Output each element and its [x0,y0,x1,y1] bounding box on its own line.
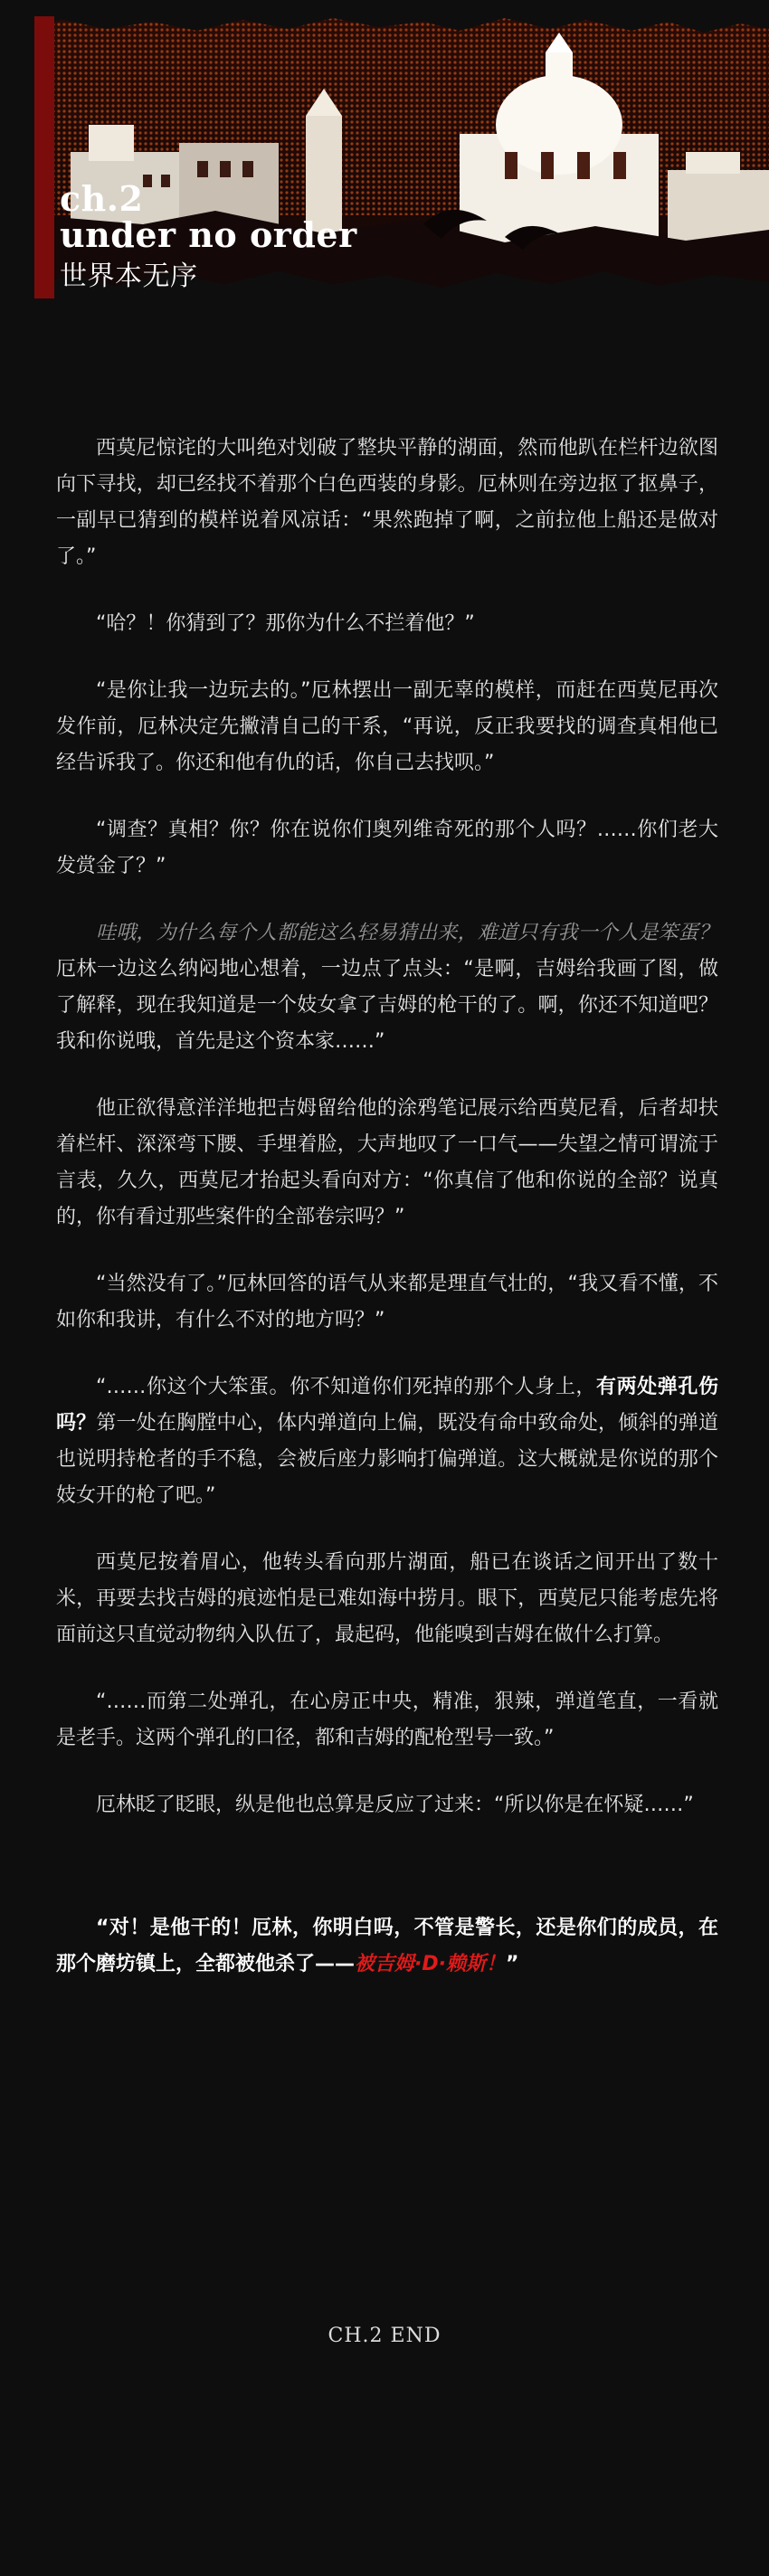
story-body [56,431,718,2013]
chapter-title-en: under no order [60,214,357,255]
paragraph-6: 他正欲得意洋洋地把吉姆留给他的涂鸦笔记展示给西莫尼看，后者却扶着栏杆、深深弯下腰、手埋着脸，大声地叹了一口气——失望之情可谓流于言表，久久，西莫尼才抬起头看向对方：“你真信了他和你说的全部？说真的，你有看过那些案件的全部卷宗吗？” [56,1097,718,1228]
paragraph-1: 西莫尼惊诧的大叫绝对划破了整块平静的湖面，然而他趴在栏杆边欲图向下寻找，却已经找不着那个白色西装的身影。厄林则在旁边抠了抠鼻子，一副早已猜到的模样说着风凉话：“果然跑掉了啊，之前拉他上船还是做对了。” [56,437,718,568]
final-close-quote: ” [506,1953,519,1975]
paragraph-10: “……而第二处弹孔，在心房正中央，精准，狠辣，弹道笔直，一看就是老手。这两个弹孔的口径，都和吉姆的配枪型号一致。” [56,1690,718,1749]
paragraph-8-after: 第一处在胸膛中心，体内弹道向上偏，既没有命中致命处，倾斜的弹道也说明持枪者的手不稳，会被后座力影响打偏弹道。这大概就是你说的那个妓女开的枪了吧。” [56,1412,718,1507]
paragraph-8-emphasis: 有两处弹孔伤吗？ [56,1376,718,1435]
chapter-label: ch.2 [60,178,144,219]
chapter-end-label: CH.2 END [328,2325,441,2347]
paragraph-3: “是你让我一边玩去的。”厄林摆出一副无辜的模样，而赶在西莫尼再次发作前，厄林决定先撇清自己的干系，“再说，反正我要找的调查真相他已经告诉我了。你还和他有仇的话，你自己去找呗。” [56,679,718,774]
inner-thought: 哇哦，为什么每个人都能这么轻易猜出来，难道只有我一个人是笨蛋？ [96,922,718,944]
paragraph-8-before: “……你这个大笨蛋。你不知道你们死掉的那个人身上， [96,1376,597,1398]
paragraph-8 [56,1369,718,1514]
paragraph-5 [56,915,718,1060]
final-text: “对！是他干的！厄林，你明白吗，不管是警长，还是你们的成员，在那个磨坊镇上，全都被他杀了—— [56,1917,718,1975]
paragraph-9: 西莫尼按着眉心，他转头看向那片湖面，船已在谈话之间开出了数十米，再要去找吉姆的痕迹怕是已难如海中捞月。眼下，西莫尼只能考虑先将面前这只直觉动物纳入队伍了，最起码，他能嗅到吉姆在做什么打算。 [56,1551,718,1646]
paragraph-5-rest: 厄林一边这么纳闷地心想着，一边点了点头：“是啊，吉姆给我画了图，做了解释，现在我知道是一个妓女拿了吉姆的枪干的了。啊，你还不知道吧？我和你说哦，首先是这个资本家……” [56,958,718,1053]
culprit-name: 被吉姆·D·赖斯！ [355,1953,506,1975]
chapter-title-zh: 世界本无序 [60,260,198,292]
final-paragraph [56,1910,718,1983]
paragraph-11: 厄林眨了眨眼，纵是他也总算是反应了过来：“所以你是在怀疑……” [96,1794,694,1816]
paragraph-7: “当然没有了。”厄林回答的语气从来都是理直气壮的，“我又看不懂，不如你和我讲，有什么不对的地方吗？” [56,1273,718,1331]
chapter-heading [60,178,357,297]
chapter-accent-bar [34,16,54,298]
paragraph-2: “哈？！你猜到了？那你为什么不拦着他？” [96,612,475,635]
paragraph-4: “调查？真相？你？你在说你们奥列维奇死的那个人吗？……你们老大发赏金了？” [56,819,718,877]
